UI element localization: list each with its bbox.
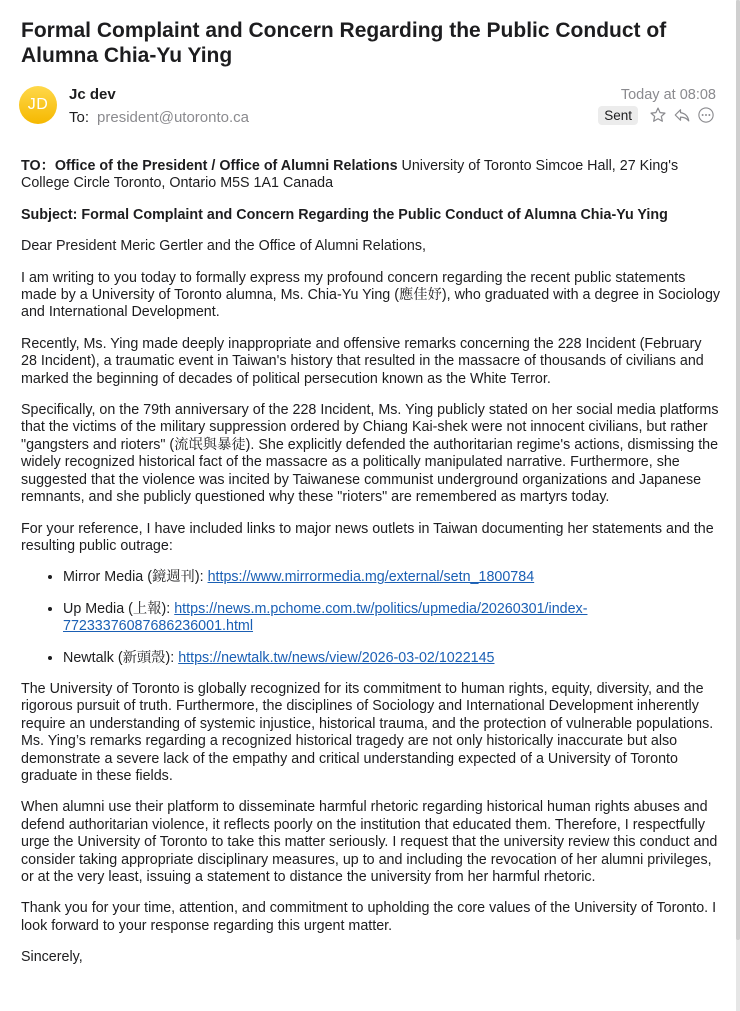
link-label: Up Media (上報): <box>63 600 175 617</box>
more-options-icon[interactable] <box>696 105 716 125</box>
closing: Sincerely, <box>21 949 83 966</box>
email-subject: Formal Complaint and Concern Regarding the Public Conduct of Alumna Chia-Yu Ying <box>21 19 667 67</box>
recipient-address[interactable]: president@utoronto.ca <box>97 109 250 126</box>
body-subject-line: Subject: Formal Complaint and Concern Regarding the Public Conduct of Alumna Chia-Yu Ying <box>21 206 668 223</box>
recipient-line <box>69 109 249 126</box>
reply-icon[interactable] <box>672 105 692 125</box>
news-link-list <box>21 569 721 667</box>
scrollbar[interactable] <box>736 0 740 1011</box>
message-actions <box>598 105 716 125</box>
paragraph-5: The University of Toronto is globally recognized for its commitment to human rights, equity, diversity, and the rigorous pursuit of truth. Furthermore, the disciplines of Sociology and International Development inherently require an understanding of systemic injustice, historical trauma, and the protection of vulnerable populations. Ms. Ying’s remarks regarding a recognized historical tragedy are not only historically inaccurate but also demonstrate a severe lack of the empathy and critical understanding expected of a University of Toronto graduate in these fields. <box>21 680 714 784</box>
recipient-address-text: University of Toronto Simcoe Hall, 27 King's College Circle Toronto, Ontario M5S 1A1 Canada <box>21 158 679 192</box>
recipient-heading: TO：Office of the President / Office of Alumni Relations <box>21 158 398 174</box>
news-link-up-media[interactable]: https://news.m.pchome.com.tw/politics/upmedia/20260301/index-77233376087686236001.html <box>63 600 588 635</box>
list-item <box>63 569 721 586</box>
paragraph-3: Specifically, on the 79th anniversary of the 228 Incident, Ms. Ying publicly stated on her social media platforms that the victims of the military suppression ordered by Chiang Kai-shek were not innocent civilians, but rather "gangsters and rioters" (流氓與暴徒). She explicitly defended the authoritarian regime's actions, dismissing the widely recognized historical fact of the massacre as a politically manipulated narrative. Furthermore, she suggested that the violence was incited by Taiwanese communist underground organizations and Japanese remnants, and she publicly questioned why these "rioters" are remembered as martyrs today. <box>21 402 719 506</box>
list-item <box>63 650 721 667</box>
greeting: Dear President Meric Gertler and the Office of Alumni Relations, <box>21 238 426 255</box>
news-link-mirror-media[interactable]: https://www.mirrormedia.mg/external/setn_1800784 <box>207 569 535 586</box>
to-label: To: <box>69 109 90 126</box>
list-item <box>63 601 721 636</box>
paragraph-7: Thank you for your time, attention, and commitment to upholding the core values of the University of Toronto. I look forward to your response regarding this urgent matter. <box>21 900 717 934</box>
link-label: Mirror Media (鏡週刊): <box>63 569 208 586</box>
star-icon[interactable] <box>648 105 668 125</box>
timestamp: Today at 08:08 <box>620 87 716 103</box>
paragraph-1: I am writing to you today to formally express my profound concern regarding the recent public statements made by a University of Toronto alumna, Ms. Chia-Yu Ying (應佳妤), who graduated with a degree in Sociology and International Development. <box>21 269 721 321</box>
paragraph-6: When alumni use their platform to disseminate harmful rhetoric regarding historical human rights abuses and defend authoritarian violence, it reflects poorly on the institution that educated them. Therefore, I respectfully urge the University of Toronto to take this matter seriously. I request that the university review this conduct and consider taking appropriate disciplinary measures, up to and including the revocation of her alumni privileges, or at the very least, issuing a statement to distance the university from her harmful rhetoric. <box>21 799 718 885</box>
scrollbar-thumb[interactable] <box>736 0 740 940</box>
link-label: Newtalk (新頭殼): <box>63 649 179 666</box>
status-badge: Sent <box>598 106 638 125</box>
news-link-newtalk[interactable]: https://newtalk.tw/news/view/2026-03-02/1022145 <box>178 649 495 666</box>
avatar-initials: JD <box>27 96 49 113</box>
paragraph-2: Recently, Ms. Ying made deeply inappropriate and offensive remarks concerning the 228 Incident (February 28 Incident), a traumatic event in Taiwan's history that resulted in the massacre of thousands of civilians and marked the beginning of decades of political persecution known as the White Terror. <box>21 335 704 387</box>
recipient-block <box>21 158 721 193</box>
paragraph-4: For your reference, I have included links to major news outlets in Taiwan documenting her statements and the resulting public outrage: <box>21 520 714 554</box>
avatar <box>19 86 57 124</box>
sender-name[interactable]: Jc dev <box>69 86 116 103</box>
email-body <box>21 158 721 981</box>
